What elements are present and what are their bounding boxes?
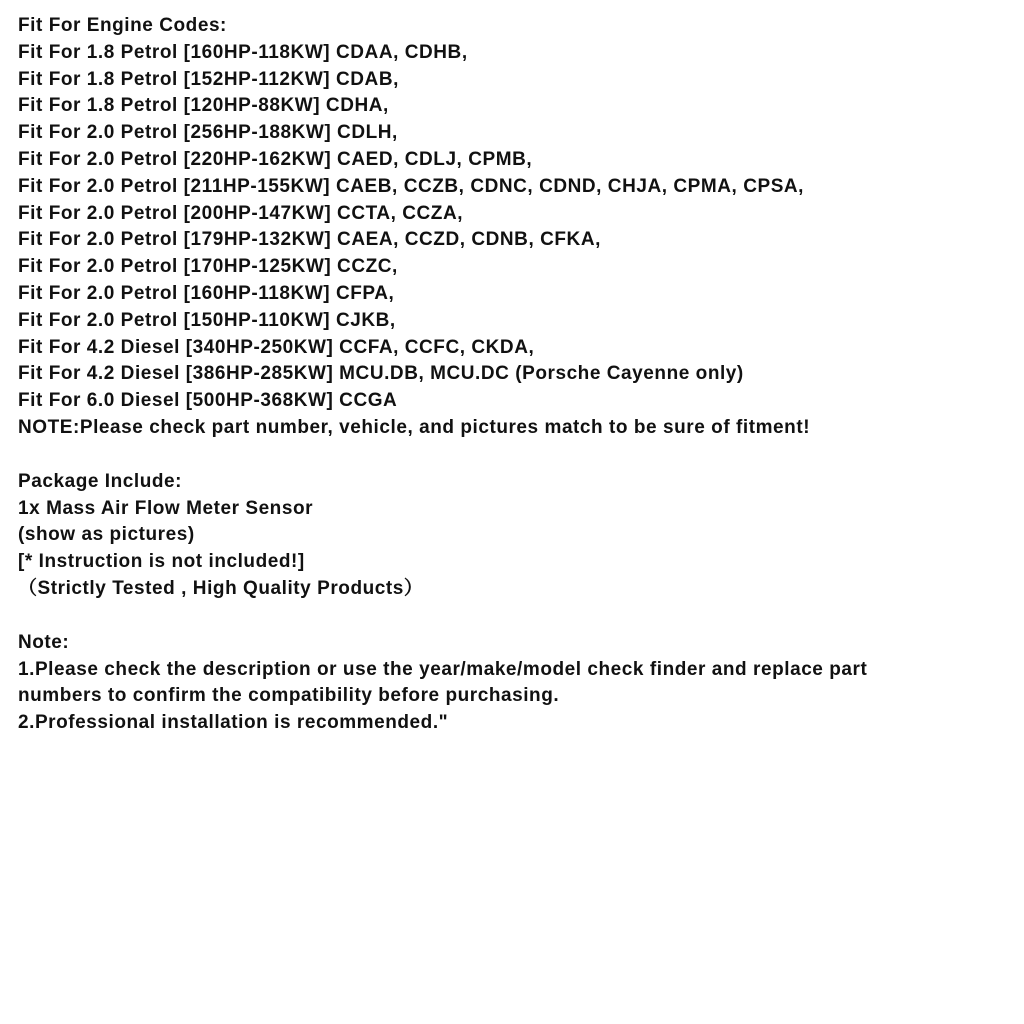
note-section: [18, 630, 1006, 737]
text-line: (show as pictures): [18, 524, 195, 546]
text-line: Fit For 4.2 Diesel [386HP-285KW] MCU.DB, MCU.DC (Porsche Cayenne only): [18, 363, 744, 385]
note-heading: Note:: [18, 631, 70, 653]
text-line: Fit For 2.0 Petrol [179HP-132KW] CAEA, CCZD, CDNB, CFKA,: [18, 229, 601, 251]
text-line: Fit For 1.8 Petrol [120HP-88KW] CDHA,: [18, 95, 389, 117]
text-line: Fit For 1.8 Petrol [160HP-118KW] CDAA, CDHB,: [18, 41, 468, 63]
text-line: Fit For 2.0 Petrol [200HP-147KW] CCTA, CCZA,: [18, 202, 464, 224]
package-include-heading: Package Include:: [18, 470, 183, 492]
text-line: 2.Professional installation is recommended.": [18, 712, 449, 734]
text-line: （Strictly Tested , High Quality Products）: [18, 577, 424, 599]
engine-codes-section: [18, 13, 1006, 442]
text-line: 1x Mass Air Flow Meter Sensor: [18, 497, 314, 519]
engine-codes-heading: Fit For Engine Codes:: [18, 15, 227, 36]
text-line: Fit For 2.0 Petrol [170HP-125KW] CCZC,: [18, 256, 398, 278]
text-line: Fit For 2.0 Petrol [211HP-155KW] CAEB, CCZB, CDNC, CDND, CHJA, CPMA, CPSA,: [18, 175, 805, 197]
text-line: numbers to confirm the compatibility before purchasing.: [18, 685, 560, 707]
fitment-note-line: NOTE:Please check part number, vehicle, and pictures match to be sure of fitment!: [18, 416, 811, 438]
text-line: Fit For 2.0 Petrol [150HP-110KW] CJKB,: [18, 309, 396, 331]
text-line: Fit For 2.0 Petrol [160HP-118KW] CFPA,: [18, 282, 395, 304]
text-line: 1.Please check the description or use the year/make/model check finder and replace part: [18, 658, 868, 680]
text-line: Fit For 2.0 Petrol [256HP-188KW] CDLH,: [18, 122, 398, 144]
text-line: Fit For 4.2 Diesel [340HP-250KW] CCFA, CCFC, CKDA,: [18, 336, 535, 358]
package-include-section: [18, 469, 1006, 603]
text-line: Fit For 2.0 Petrol [220HP-162KW] CAED, CDLJ, CPMB,: [18, 148, 533, 170]
text-line: Fit For 6.0 Diesel [500HP-368KW] CCGA: [18, 390, 398, 412]
text-line: [* Instruction is not included!]: [18, 551, 305, 573]
text-line: Fit For 1.8 Petrol [152HP-112KW] CDAB,: [18, 68, 399, 90]
